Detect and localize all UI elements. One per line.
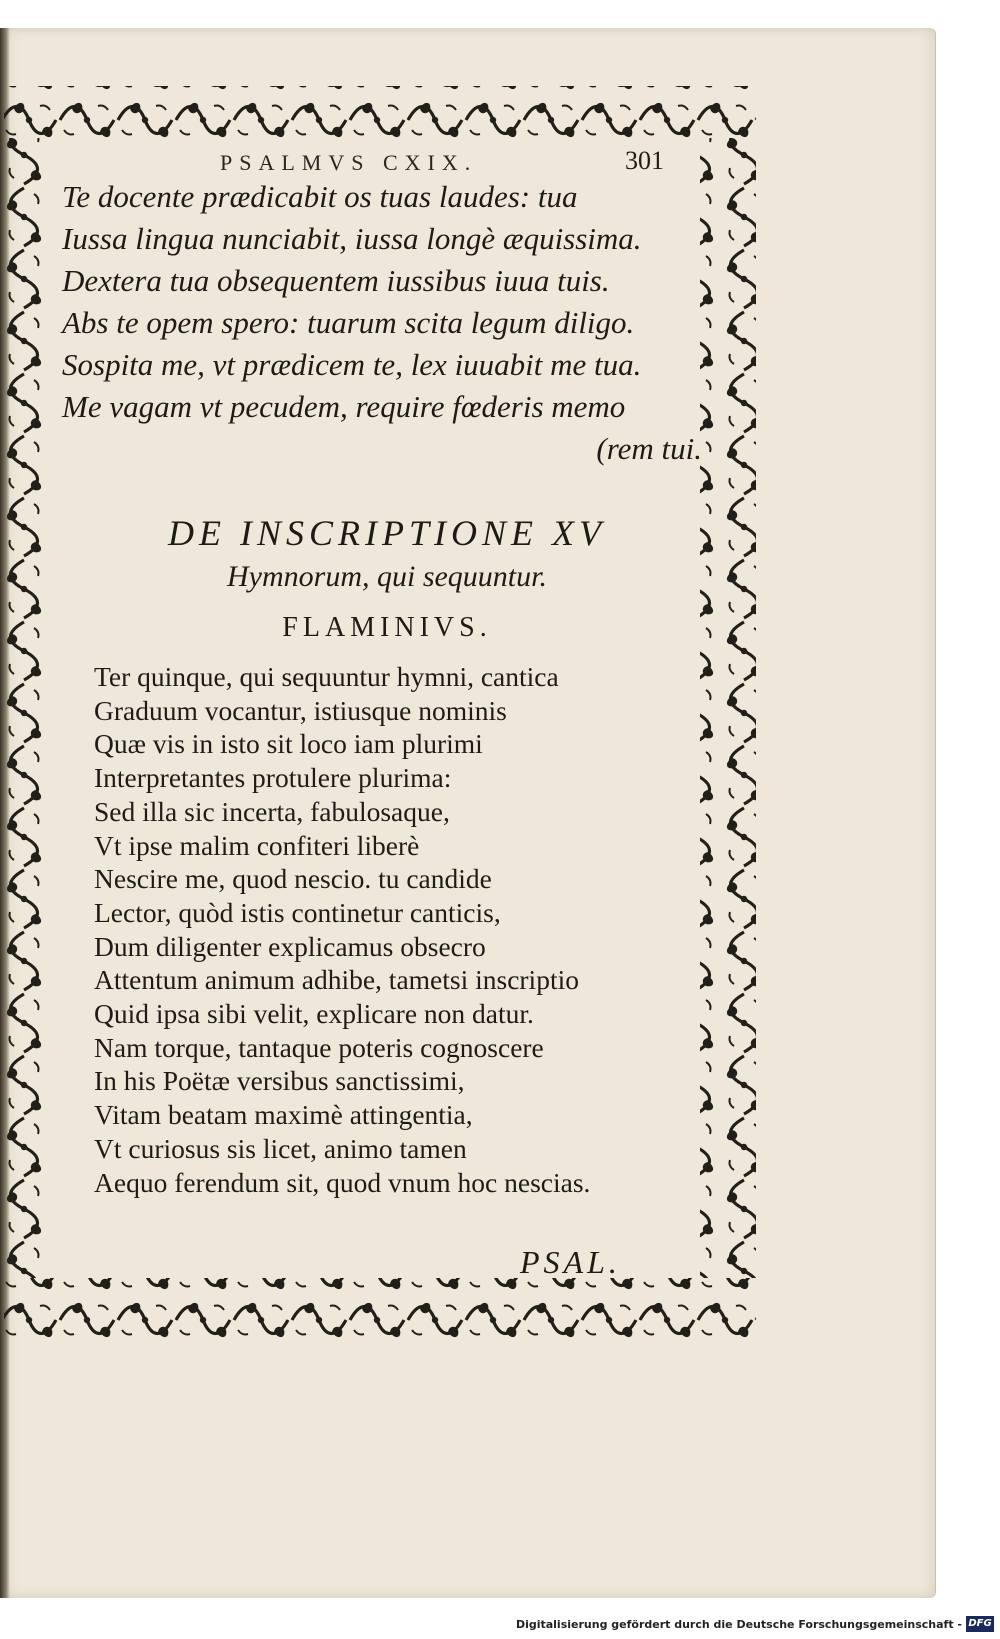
poem-line: Lector, quòd istis continetur canticis, <box>94 896 501 928</box>
psalm-line: Iussa lingua nunciabit, iussa longè æquissima. <box>62 221 642 256</box>
funding-credit: Digitalisierung gefördert durch die Deutsche Forschungsgemeinschaft - <box>515 1618 962 1631</box>
psalm-verse-block <box>62 176 712 470</box>
poem-line: Ter quinque, qui sequuntur hymni, cantica <box>94 661 559 692</box>
poem-line: Graduum vocantur, istiusque nominis <box>94 694 507 726</box>
poem-line: Aequo ferendum sit, quod vnum hoc nescias. <box>94 1166 591 1198</box>
poem-line: Dum diligenter explicamus obsecro <box>94 930 486 962</box>
psalm-line: Te docente prædicabit os tuas laudes: tua <box>62 179 578 214</box>
section-subtitle: Hymnorum, qui sequuntur. <box>227 560 547 593</box>
psalm-line: Sospita me, vt prædicem te, lex iuuabit me tua. <box>62 347 642 382</box>
poem-line: In his Poëtæ versibus sanctissimi, <box>94 1065 465 1097</box>
running-head: PSALMVS CXIX. <box>220 150 478 175</box>
poem-line: Quid ipsa sibi velit, explicare non datur. <box>94 998 534 1030</box>
poem-line: Nam torque, tantaque poteris cognoscere <box>94 1031 544 1063</box>
psalm-line: Abs te opem spero: tuarum scita legum diligo. <box>62 305 635 340</box>
poem-line: Quæ vis in isto sit loco iam plurimi <box>94 728 483 760</box>
poem-line: Vt ipse malim confiteri liberè <box>94 829 420 861</box>
poem-line: Vt curiosus sis licet, animo tamen <box>94 1132 467 1164</box>
section-title: DE INSCRIPTIONE XV <box>168 513 606 553</box>
author-heading: FLAMINIVS. <box>282 612 492 643</box>
psalm-line-turnover: (rem tui. <box>596 431 702 466</box>
poem-block <box>94 660 714 1199</box>
psalm-line: Dextera tua obsequentem iussibus iuua tuis. <box>62 263 610 298</box>
poem-line: Vitam beatam maximè attingentia, <box>94 1099 473 1131</box>
poem-line: Attentum animum adhibe, tametsi inscriptio <box>94 964 579 996</box>
poem-line: Nescire me, quod nescio. tu candide <box>94 863 492 895</box>
page-number: 301 <box>625 146 664 175</box>
poem-line: Sed illa sic incerta, fabulosaque, <box>94 795 450 827</box>
psalm-line: Me vagam vt pecudem, require fœderis memo <box>62 389 626 424</box>
dfg-logo-icon: DFG <box>966 1616 994 1632</box>
catchword: PSAL. <box>520 1244 621 1280</box>
poem-line: Interpretantes protulere plurima: <box>94 762 452 794</box>
